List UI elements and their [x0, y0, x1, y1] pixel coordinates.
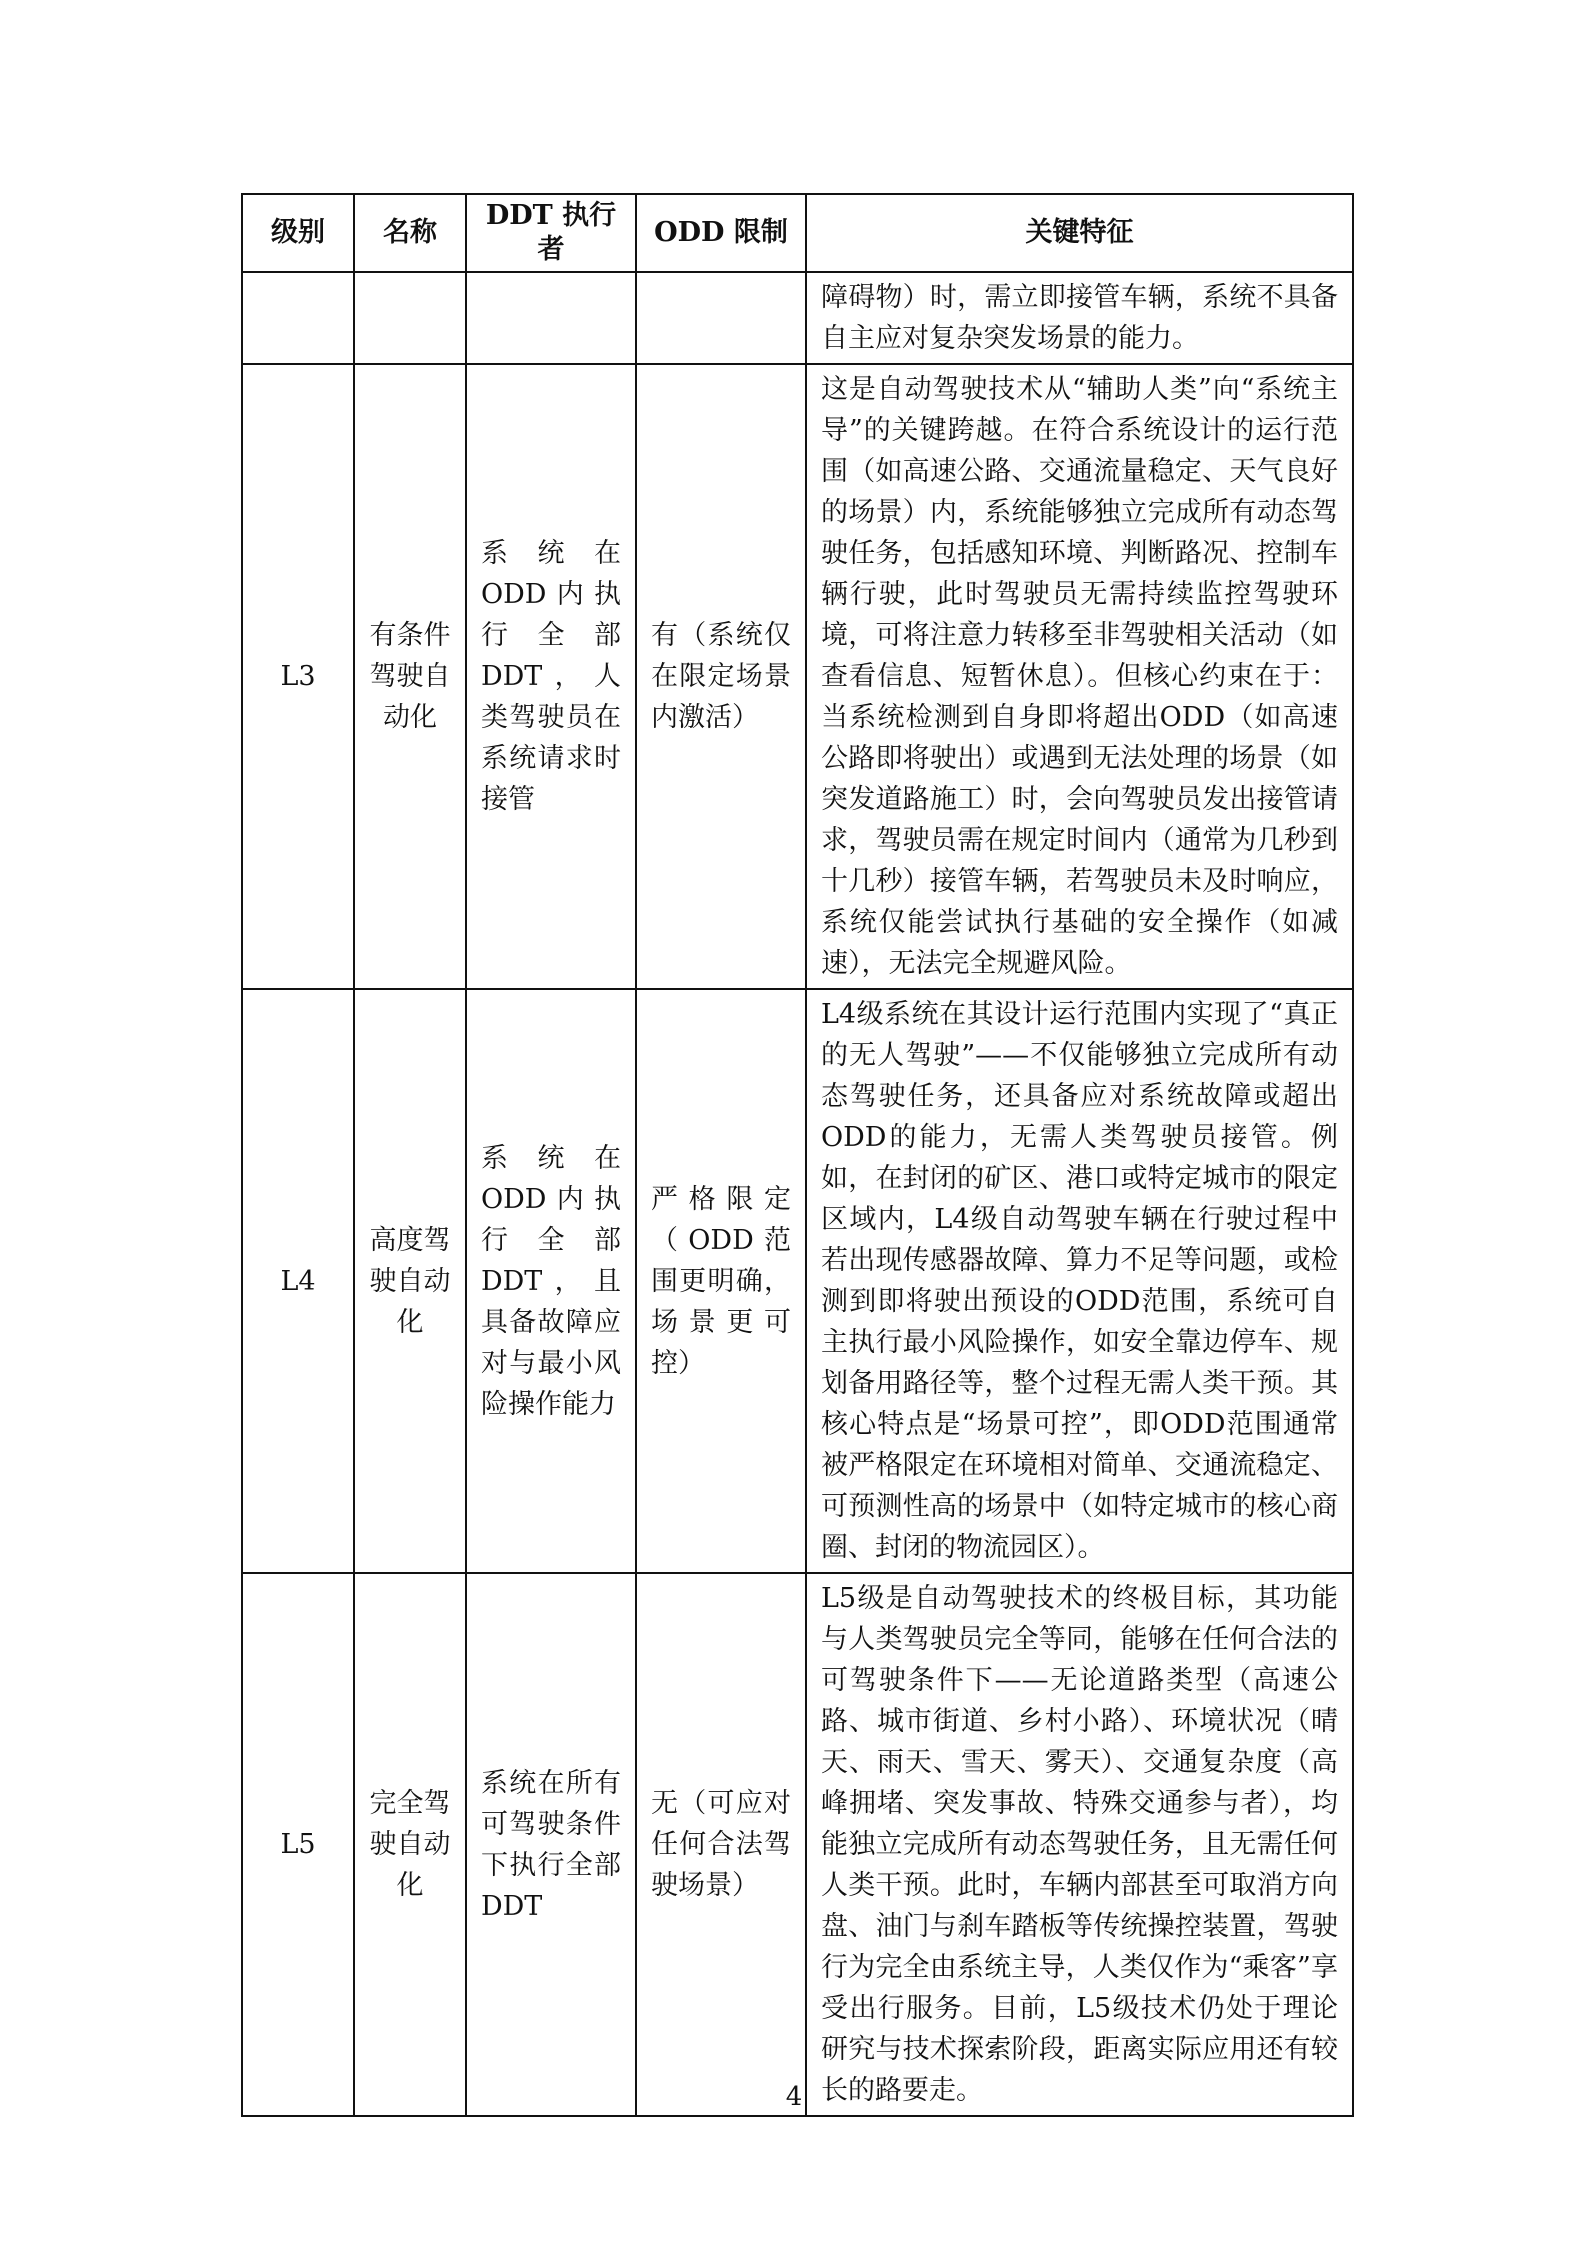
- autonomy-levels-table: [241, 193, 1354, 2117]
- table-header-row: [242, 194, 1353, 272]
- cell-name: 有条件驾驶自动化: [354, 364, 466, 989]
- cell-ddt: 系统在ODD内执行全部DDT，且具备故障应对与最小风险操作能力: [466, 989, 636, 1573]
- header-name: 名称: [354, 194, 466, 272]
- cell-name: 高度驾驶自动化: [354, 989, 466, 1573]
- cell-level: [242, 272, 354, 364]
- cell-feature: 这是自动驾驶技术从“辅助人类”向“系统主导”的关键跨越。在符合系统设计的运行范围（如高速公路、交通流量稳定、天气良好的场景）内，系统能够独立完成所有动态驾驶任务，包括感知环境、判断路况、控制车辆行驶，此时驾驶员无需持续监控驾驶环境，可将注意力转移至非驾驶相关活动（如查看信息、短暂休息）。但核心约束在于：当系统检测到自身即将超出ODD（如高速公路即将驶出）或遇到无法处理的场景（如突发道路施工）时，会向驾驶员发出接管请求，驾驶员需在规定时间内（通常为几秒到十几秒）接管车辆，若驾驶员未及时响应，系统仅能尝试执行基础的安全操作（如减速），无法完全规避风险。: [806, 364, 1353, 989]
- cell-ddt: [466, 272, 636, 364]
- cell-feature: L5级是自动驾驶技术的终极目标，其功能与人类驾驶员完全等同，能够在任何合法的可驾驶条件下——无论道路类型（高速公路、城市街道、乡村小路）、环境状况（晴天、雨天、雪天、雾天）、交通复杂度（高峰拥堵、突发事故、特殊交通参与者），均能独立完成所有动态驾驶任务，且无需任何人类干预。此时，车辆内部甚至可取消方向盘、油门与刹车踏板等传统操控装置，驾驶行为完全由系统主导，人类仅作为“乘客”享受出行服务。目前，L5级技术仍处于理论研究与技术探索阶段，距离实际应用还有较长的路要走。: [806, 1573, 1353, 2116]
- table-row-l4: [242, 989, 1353, 1573]
- header-feature: 关键特征: [806, 194, 1353, 272]
- cell-feature: L4级系统在其设计运行范围内实现了“真正的无人驾驶”——不仅能够独立完成所有动态驾驶任务，还具备应对系统故障或超出ODD的能力，无需人类驾驶员接管。例如，在封闭的矿区、港口或特定城市的限定区域内，L4级自动驾驶车辆在行驶过程中若出现传感器故障、算力不足等问题，或检测到即将驶出预设的ODD范围，系统可自主执行最小风险操作，如安全靠边停车、规划备用路径等，整个过程无需人类干预。其核心特点是“场景可控”，即ODD范围通常被严格限定在环境相对简单、交通流稳定、可预测性高的场景中（如特定城市的核心商圈、封闭的物流园区）。: [806, 989, 1353, 1573]
- table-row-l3: [242, 364, 1353, 989]
- cell-level: L3: [242, 364, 354, 989]
- table-row-continuation: [242, 272, 1353, 364]
- cell-name: 完全驾驶自动化: [354, 1573, 466, 2116]
- cell-odd: 有（系统仅在限定场景内激活）: [636, 364, 806, 989]
- cell-level: L5: [242, 1573, 354, 2116]
- table-row-l5: [242, 1573, 1353, 2116]
- page-number: 4: [785, 2082, 803, 2112]
- cell-odd: 严格限定（ODD范围更明确，场景更可控）: [636, 989, 806, 1573]
- cell-level: L4: [242, 989, 354, 1573]
- cell-odd: 无（可应对任何合法驾驶场景）: [636, 1573, 806, 2116]
- header-ddt: DDT 执行者: [466, 194, 636, 272]
- header-level: 级别: [242, 194, 354, 272]
- cell-ddt: 系统在所有可驾驶条件下执行全部DDT: [466, 1573, 636, 2116]
- header-odd: ODD 限制: [636, 194, 806, 272]
- cell-feature: 障碍物）时，需立即接管车辆，系统不具备自主应对复杂突发场景的能力。: [806, 272, 1353, 364]
- cell-ddt: 系统在ODD内执行全部DDT，人类驾驶员在系统请求时接管: [466, 364, 636, 989]
- cell-name: [354, 272, 466, 364]
- cell-odd: [636, 272, 806, 364]
